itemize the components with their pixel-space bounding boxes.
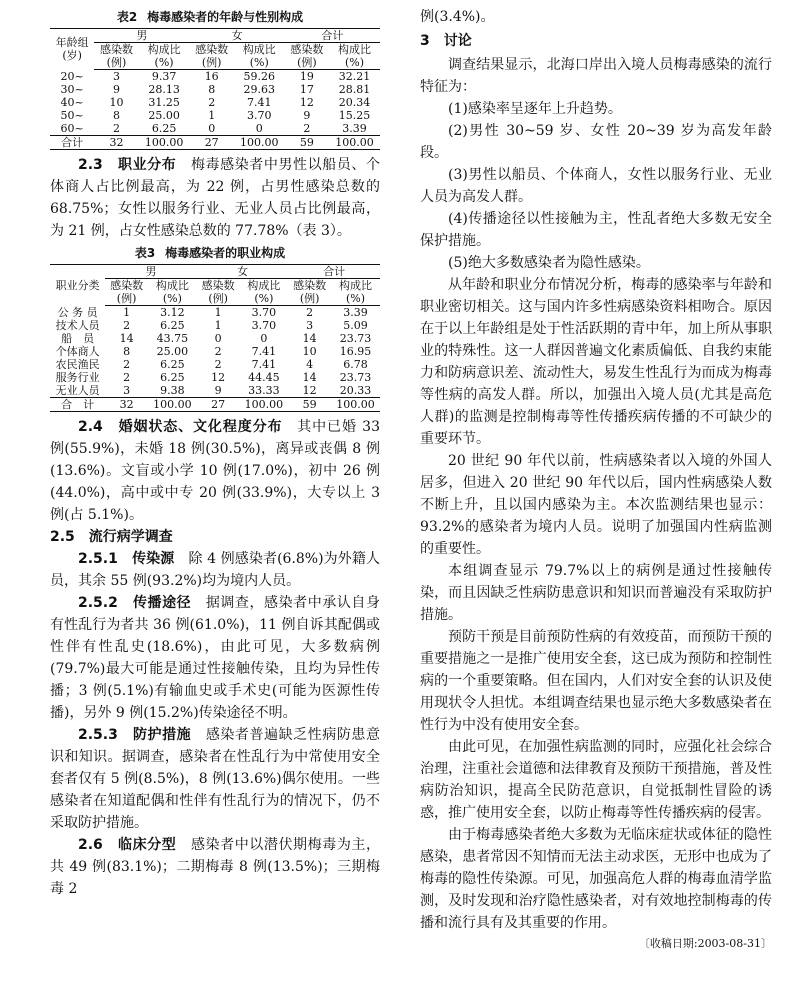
table-cell: 28.13 bbox=[148, 83, 180, 96]
left-section bbox=[50, 548, 380, 592]
table-cell: 6.25 bbox=[160, 358, 185, 371]
received-date: 〔收稿日期:2003-08-31〕 bbox=[638, 937, 772, 950]
table-cell: 16 bbox=[204, 70, 219, 83]
table2: 年龄组 (岁) 男 女 合计 感染数 构成比 感染数 构成比 感染数 构成比 (例) (%) (例) (%) (例) (%) 20~ 3 9.37 16 59.26 19 32.21 30~ 9 28.13 8 29.63 17 28.81 40~ 10 31.25 2 7.41 12 20.34 50~ 8 25.00 1 3.70 9 15.25 60~ 2 6.25 0 0 2 3.39 合计 32 100.00 27 100.00 59 100.00 bbox=[50, 28, 380, 150]
left-section bbox=[50, 834, 380, 900]
table-row bbox=[50, 109, 380, 122]
table-cell: 3.39 bbox=[343, 306, 368, 319]
table-cell: 1 bbox=[208, 109, 216, 122]
table-cell: 10 bbox=[109, 96, 124, 109]
row-label: 40~ bbox=[60, 96, 84, 109]
discussion-paragraph: 由此可见，在加强性病监测的同时，应强化社会综合治理，注重社会道德和法律教育及预防干预措施，普及性病防治知识，提高全民防范意识，自觉抵制性冒险的诱惑，推广使用安全套，以防止梅毒等性传播疾病的侵害。 bbox=[420, 739, 772, 821]
finding-item: (1)感染率呈逐年上升趋势。 bbox=[448, 101, 622, 117]
table-cell: 7.41 bbox=[247, 96, 272, 109]
row-label: 个体商人 bbox=[55, 345, 100, 358]
table-cell: 2 bbox=[303, 122, 311, 135]
table-cell: 2 bbox=[306, 306, 314, 319]
table-cell: 2 bbox=[214, 358, 222, 371]
table-cell: 59.26 bbox=[243, 70, 276, 83]
section-heading: 2.5.3 防护措施 bbox=[78, 727, 192, 743]
table-cell: 3 bbox=[123, 384, 131, 397]
table-cell: 3.70 bbox=[247, 109, 272, 122]
left-section bbox=[50, 724, 380, 834]
section-text: 其中已婚 33 例(55.9%)，未婚 18 例(30.5%)，离异或丧偶 8 例(13.6%)。文盲或小学 10 例(17.0%)，初中 26 例(44.0%)，高中或中专 20 例(33.9%)，大专以上 3 例(占 5.1%)。 bbox=[50, 419, 380, 523]
table-row bbox=[50, 319, 380, 332]
section-text: 据调查，感染者中承认自身有性乱行为者共 36 例(61.0%)，11 例自诉其配偶或性伴有性乱史(18.6%)，由此可见，大多数病例(79.7%)最大可能是通过性接触传染，且均为异性传播；3 例(5.1%)有输血史或手术史(可能为医源性传播)，另外 9 例(15.2%)传染途径不明。 bbox=[50, 595, 380, 721]
table-cell: 12 bbox=[211, 371, 226, 384]
table-cell: 33.33 bbox=[248, 384, 280, 397]
table-cell: 20.34 bbox=[338, 96, 371, 109]
table-cell: 6.25 bbox=[151, 122, 177, 135]
table-cell: 0 bbox=[255, 122, 263, 135]
table-cell: 14 bbox=[119, 332, 134, 345]
table-cell: 15.25 bbox=[338, 109, 371, 122]
finding-item: (4)传播途径以性接触为主，性乱者绝大多数无安全保护措施。 bbox=[420, 211, 772, 249]
table-cell: 3.70 bbox=[251, 319, 277, 332]
table3-stub-header: 职业分类 bbox=[50, 265, 105, 306]
row-label: 无业人员 bbox=[55, 384, 100, 397]
table-cell: 28.81 bbox=[338, 83, 371, 96]
discussion-paragraph: 本组调查显示 79.7%以上的病例是通过性接触传染，而且因缺乏性病防患意识和知识而普遍没有采取防护措施。 bbox=[420, 563, 772, 623]
table-cell: 6.25 bbox=[160, 319, 185, 332]
row-label: 服务行业 bbox=[55, 371, 100, 384]
table-cell: 32.21 bbox=[338, 70, 371, 83]
table-cell: 3 bbox=[306, 319, 314, 332]
discussion-paragraph: 由于梅毒感染者绝大多数为无临床症状或体征的隐性感染，患者常因不知情而无法主动求医，无形中也成为了梅毒的隐性传染源。可见，加强高危人群的梅毒血清学监测，及时发现和治疗隐性感染者，对有效地控制梅毒的传播和流行具有及其重要的作用。 bbox=[420, 827, 772, 931]
table-cell: 2 bbox=[123, 319, 131, 332]
continuation-text: 例(3.4%)。 bbox=[420, 9, 495, 25]
table-cell: 23.73 bbox=[339, 371, 372, 384]
left-section bbox=[50, 526, 380, 548]
discussion-intro: 调查结果显示，北海口岸出入境人员梅毒感染的流行特征为： bbox=[420, 57, 772, 95]
section-text: 除 4 例感染者(6.8%)为外籍人员，其余 55 例(93.2%)均为境内人员。 bbox=[50, 551, 380, 589]
table-cell: 14 bbox=[302, 332, 317, 345]
table-cell: 12 bbox=[299, 96, 314, 109]
table-cell: 9 bbox=[303, 109, 311, 122]
table-cell: 7.41 bbox=[251, 358, 277, 371]
table-cell: 20.33 bbox=[339, 384, 372, 397]
section-2-3: 2.3 职业分布 梅毒感染者中男性以船员、个体商人占比例最高，为 22 例，占男性感染总数的 68.75%；女性以服务行业、无业人员占比例最高，为 21 例，占女性感染总数的 77.78%（表 3）。 bbox=[50, 157, 381, 239]
row-label: 船 员 bbox=[61, 332, 95, 345]
section-heading: 2.4 婚姻状态、文化程度分布 bbox=[78, 419, 283, 435]
table-cell: 5.09 bbox=[343, 319, 368, 332]
table-cell: 8 bbox=[208, 83, 216, 96]
finding-item: (3)男性以船员、个体商人，女性以服务行业、无业人员为高发人群。 bbox=[420, 167, 772, 205]
table-cell: 16.95 bbox=[339, 345, 372, 358]
table3-caption: 表3 梅毒感染者的职业构成 bbox=[134, 246, 286, 260]
discussion-paragraph: 从年龄和职业分布情况分析，梅毒的感染率与年龄和职业密切相关。这与国内许多性病感染资料相吻合。原因在于以上年龄组是处于性活跃期的青中年，加上所从事职业的特殊性。这一人群因普遍文化素质偏低、自我约束能力和防病意识差、流动性大，易发生性乱行为而成为梅毒等性病的高发人群。所以，加强出入境人员(尤其是高危人群)的监测是控制梅毒等性传播疾病传播的不可缺少的重要环节。 bbox=[420, 277, 772, 447]
table-cell: 3.70 bbox=[251, 306, 277, 319]
row-label: 50~ bbox=[60, 109, 84, 122]
table-cell: 0 bbox=[214, 332, 222, 345]
table-row bbox=[50, 70, 380, 84]
table-row bbox=[50, 358, 380, 371]
row-label: 60~ bbox=[60, 122, 84, 135]
table-row bbox=[50, 122, 380, 136]
table3-total-row: 合 计 32 100.00 27 100.00 59 100.00 bbox=[50, 398, 380, 412]
row-label: 20~ bbox=[60, 69, 84, 83]
discussion-paragraph: 预防干预是目前预防性病的有效疫苗，而预防干预的重要措施之一是推广使用安全套，这已成为预防和控制性病的一个重要策略。但在国内，人们对安全套的认识及使用现状令人担忧。本组调查结果也显示绝大多数感染者在性行为中没有使用安全套。 bbox=[420, 629, 772, 733]
section-text: 感染者普遍缺乏性病防患意识和知识。据调查，感染者在性乱行为中常使用安全套者仅有 5 例(8.5%)，8 例(13.6%)偶尔使用。一些感染者在知道配偶和性伴有性乱行为的情况下，仍不采取防护措施。 bbox=[50, 727, 380, 831]
table-cell: 9.37 bbox=[151, 70, 177, 83]
left-sections bbox=[50, 416, 380, 900]
table-cell: 7.41 bbox=[251, 345, 277, 358]
table-cell: 8 bbox=[123, 345, 131, 358]
finding-item: (2)男性 30~59 岁、女性 20~39 岁为高发年龄段。 bbox=[420, 123, 772, 161]
table-cell: 3 bbox=[112, 70, 120, 83]
section-3-heading: 3 讨论 bbox=[420, 33, 472, 49]
table-cell: 44.45 bbox=[248, 371, 280, 384]
table-cell: 10 bbox=[302, 345, 317, 358]
table-cell: 1 bbox=[123, 306, 131, 319]
section-heading: 2.6 临床分型 bbox=[78, 837, 177, 853]
left-column bbox=[50, 6, 380, 900]
findings-list bbox=[420, 98, 772, 274]
row-label: 农民渔民 bbox=[55, 358, 100, 371]
table-row bbox=[50, 332, 380, 345]
table-cell: 6.78 bbox=[343, 358, 368, 371]
table-cell: 4 bbox=[306, 358, 314, 371]
table-cell: 23.73 bbox=[339, 332, 372, 345]
row-label: 公 务 员 bbox=[57, 305, 98, 319]
table-cell: 2 bbox=[208, 96, 216, 109]
table-cell: 8 bbox=[112, 109, 120, 122]
right-column bbox=[420, 6, 772, 954]
table-cell: 29.63 bbox=[243, 83, 276, 96]
table2-stub-header: 年龄组 (岁) bbox=[50, 29, 94, 70]
row-label: 技术人员 bbox=[55, 319, 100, 332]
table-cell: 19 bbox=[299, 70, 314, 83]
table-cell: 2 bbox=[123, 371, 131, 384]
left-section bbox=[50, 416, 380, 526]
section-heading: 2.5.2 传播途径 bbox=[78, 595, 192, 611]
table2-caption: 表2 梅毒感染者的年龄与性别构成 bbox=[116, 10, 304, 24]
discussion-paragraphs bbox=[420, 274, 772, 934]
table-cell: 3.39 bbox=[342, 122, 367, 135]
table-cell: 43.75 bbox=[156, 332, 189, 345]
finding-item: (5)绝大多数感染者为隐性感染。 bbox=[448, 255, 650, 271]
table-cell: 2 bbox=[123, 358, 131, 371]
table-cell: 25.00 bbox=[148, 109, 180, 122]
table-row bbox=[50, 96, 380, 109]
table-cell: 9.38 bbox=[160, 384, 185, 397]
table-cell: 2 bbox=[214, 345, 222, 358]
table-row bbox=[50, 83, 380, 96]
section-text: 感染者中以潜伏期梅毒为主，共 49 例(83.1%)；二期梅毒 8 例(13.5%)；三期梅毒 2 bbox=[50, 837, 381, 897]
table-cell: 0 bbox=[208, 122, 216, 135]
table-cell: 6.25 bbox=[160, 371, 185, 384]
left-section bbox=[50, 592, 380, 724]
section-heading: 2.5.1 传染源 bbox=[78, 551, 175, 567]
table-cell: 9 bbox=[112, 83, 120, 96]
table-cell: 31.25 bbox=[148, 96, 180, 109]
table-cell: 0 bbox=[260, 332, 268, 345]
table-cell: 9 bbox=[214, 384, 222, 397]
table-cell: 17 bbox=[299, 83, 314, 96]
table-row bbox=[50, 384, 380, 398]
table-row bbox=[50, 345, 380, 358]
table-row bbox=[50, 306, 380, 320]
discussion-paragraph: 20 世纪 90 年代以前，性病感染者以入境的外国人居多，但进入 20 世纪 90 年代以后，国内性病感染人数不断上升，且以国内感染为主。本次监测结果也显示：93.2%的感染者为境内人员。说明了加强国内性病监测的重要性。 bbox=[420, 453, 772, 557]
table3: 职业分类 男 女 合计 感染数 构成比 感染数 构成比 感染数 构成比 (例) (%) (例) (%) (例) (%) 公 务 员 1 3.12 1 3.70 2 3.39 技术人员 2 6.25 1 3.70 3 5.09 船 员 14 43.75 0 0 14 23.73 个体商人 8 25.00 2 7.41 10 16.95 农民渔民 2 6.25 2 7.41 4 6.78 服务行业 2 6.25 12 44.45 14 23.73 无业人员 3 9.38 9 33.33 12 20.33 合 计 32 100.00 27 100.00 59 100.00 bbox=[50, 264, 380, 412]
table-cell: 3.12 bbox=[160, 306, 185, 319]
table-cell: 12 bbox=[302, 384, 317, 397]
table2-total-row: 合计 32 100.00 27 100.00 59 100.00 bbox=[50, 136, 380, 150]
row-label: 30~ bbox=[60, 83, 84, 96]
table-cell: 14 bbox=[302, 371, 317, 384]
table-cell: 1 bbox=[214, 306, 222, 319]
table-cell: 25.00 bbox=[156, 345, 189, 358]
table-cell: 2 bbox=[112, 122, 120, 135]
table-cell: 1 bbox=[214, 319, 222, 332]
section-heading: 2.5 流行病学调查 bbox=[50, 529, 173, 545]
table-row bbox=[50, 371, 380, 384]
